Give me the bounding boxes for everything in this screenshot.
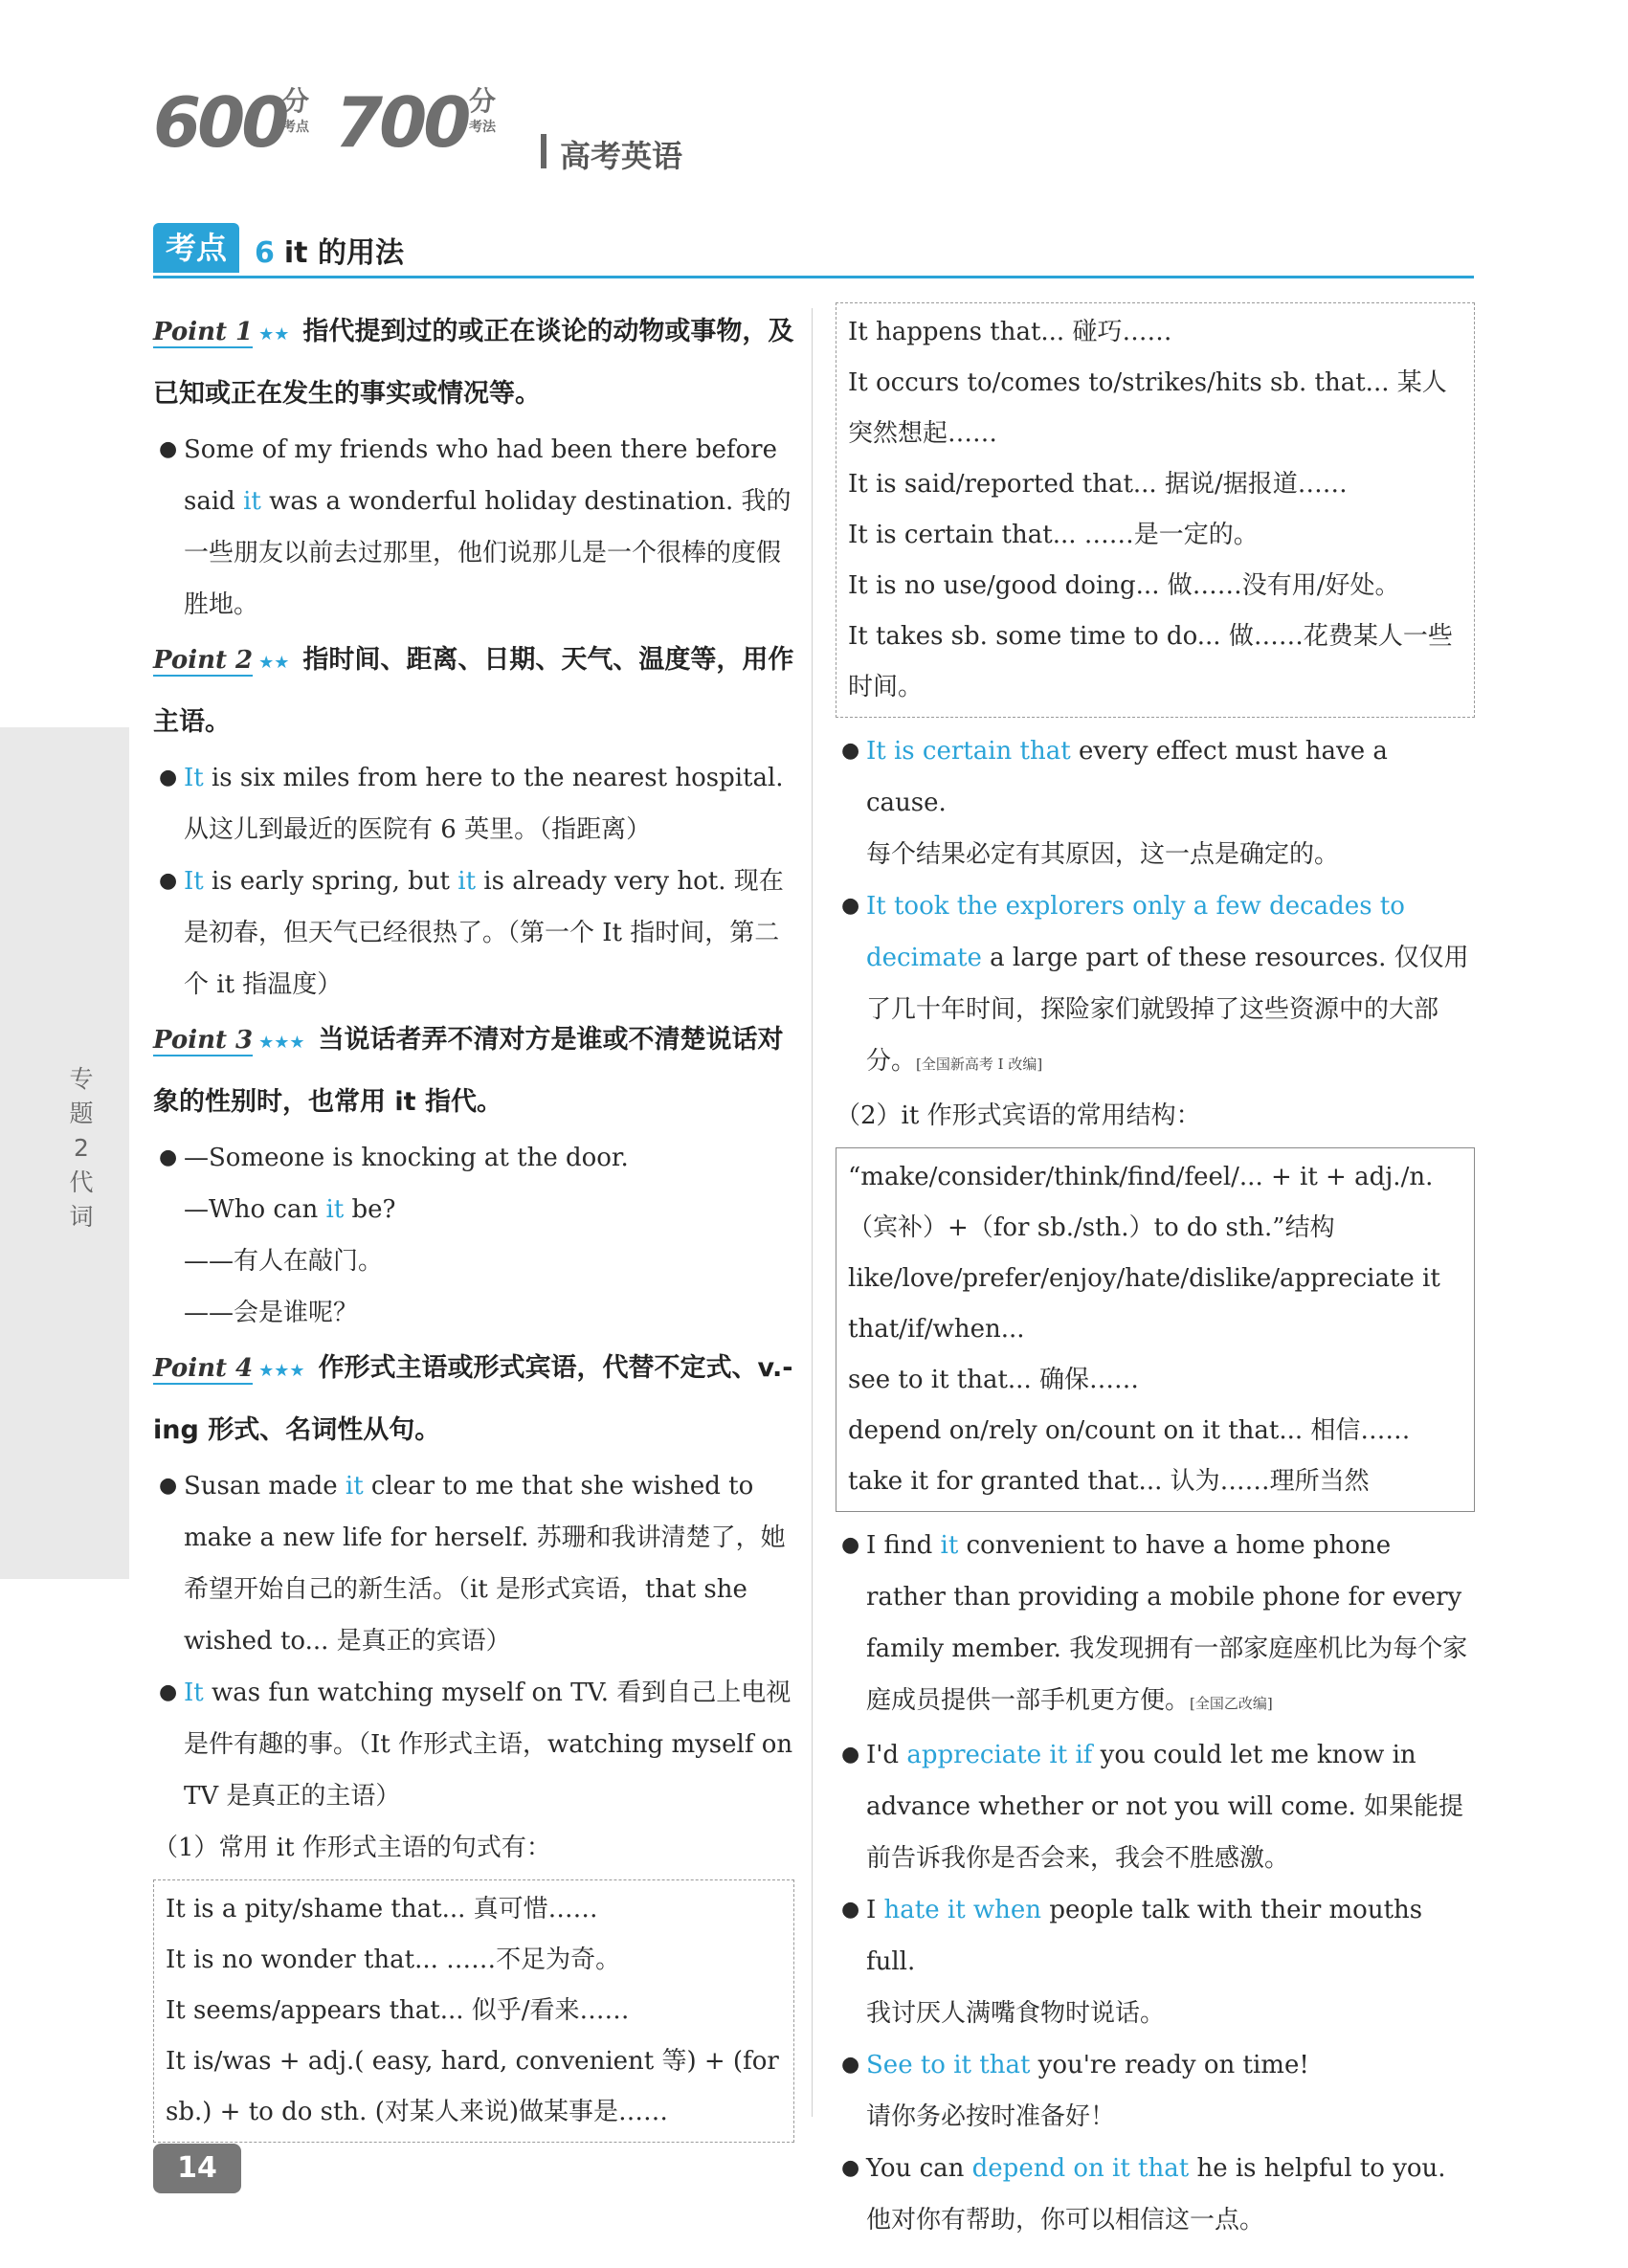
brand-kaofa: 考法 [469, 120, 496, 135]
example-7: ● It is certain that every effect must have a cause. 每个结果必定有其原因，这一点是确定的。 [836, 725, 1475, 880]
source-note: [全国乙改编] [1190, 1695, 1273, 1712]
point-1 [153, 302, 794, 424]
bullet-icon: ● [841, 2053, 860, 2077]
subheading-1: （1）常用 it 作形式主语的句式有： [153, 1834, 551, 1862]
example-1: ● Some of my friends who had been there before said it was a wonderful holiday destination. 我的一些朋友以前去过那里，他们说那儿是一个很棒的度假胜地。 [153, 424, 794, 631]
point-4-text: 作形式主语或形式宾语，代替不定式、v.-ing 形式、名词性从句。 [153, 1353, 793, 1445]
box-line: It is a pity/shame that... 真可惜…… [166, 1895, 598, 1923]
example-8: ● It took the explorers only a few decades to decimate a large part of these resources. 仅仅用了几十年时间，探险家们就毁掉了这些资源中的大部分。[全国新高考 I 改编] [836, 880, 1475, 1090]
box-line: It occurs to/comes to/strikes/hits sb. that... 某人突然想起…… [848, 368, 1447, 448]
bullet-icon: ● [159, 869, 178, 893]
point-2-badge: Point 2 [153, 646, 254, 675]
example-13: ● You can depend on it that he is helpful to you. 他对你有帮助，你可以相信这一点。 [836, 2143, 1475, 2246]
section-title [255, 229, 404, 271]
bullet-icon: ● [159, 437, 178, 461]
bullet-icon: ● [841, 1743, 860, 1767]
brand-kaodian: 考点 [282, 120, 309, 135]
bullet-icon: ● [159, 1474, 178, 1498]
example-6: ● It was fun watching myself on TV. 看到自己上电视是件有趣的事。（It 作形式主语，watching myself on TV 是真正的主语） [153, 1667, 794, 1822]
page-number: 14 [153, 2144, 241, 2193]
star-icon: ★★★ [258, 1361, 305, 1381]
star-icon: ★★ [258, 324, 290, 345]
point-3 [153, 1011, 794, 1132]
example-2: ● It is six miles from here to the nearest hospital. 从这儿到最近的医院有 6 英里。（指距离） [153, 752, 794, 856]
star-icon: ★★★ [258, 1033, 305, 1053]
formal-object-box [836, 1147, 1475, 1512]
section-title-text: it 的用法 [283, 236, 404, 270]
bullet-icon: ● [841, 739, 860, 763]
column-divider [812, 308, 813, 2117]
subheading-2: （2）it 作形式宾语的常用结构： [836, 1101, 1201, 1130]
side-tab [0, 727, 129, 1579]
box-line: like/love/prefer/enjoy/hate/dislike/appreciate it that/if/when... [848, 1264, 1440, 1344]
bullet-icon: ● [841, 894, 860, 918]
point-4 [153, 1339, 794, 1460]
box-line: depend on/rely on/count on it that... 相信…… [848, 1416, 1411, 1445]
side-tab-label: 专题2 代词 [69, 1065, 94, 1231]
section-header [153, 223, 1474, 282]
bullet-icon: ● [159, 1680, 178, 1704]
example-4: ● —Someone is knocking at the door. —Who can it be? ——有人在敲门。 ——会是谁呢？ [153, 1132, 794, 1339]
box-line: It happens that... 碰巧…… [848, 318, 1172, 346]
left-column [153, 302, 794, 2150]
example-10: ● I'd appreciate it if you could let me know in advance whether or not you will come. 如果能提前告诉我你是否会来，我会不胜感激。 [836, 1729, 1475, 1884]
right-column [836, 302, 1475, 2246]
point-2-text: 指时间、距离、日期、天气、温度等，用作主语。 [153, 645, 794, 737]
section-number: 6 [255, 236, 275, 270]
example-11: ● I hate it when people talk with their mouths full. 我讨厌人满嘴食物时说话。 [836, 1884, 1475, 2039]
box-line: see to it that... 确保…… [848, 1366, 1139, 1394]
source-note: [全国新高考 I 改编] [916, 1056, 1043, 1073]
box-line: It is certain that... ……是一定的。 [848, 521, 1259, 549]
section-badge: 考点 [153, 223, 239, 273]
box-line: It is no wonder that... ……不足为奇。 [166, 1946, 621, 1974]
box-line: It is no use/good doing... 做……没有用/好处。 [848, 571, 1400, 600]
box-line: It takes sb. some time to do... 做……花费某人一些时间。 [848, 622, 1453, 701]
bullet-icon: ● [159, 1145, 178, 1169]
box-line: It is said/reported that... 据说/据报道…… [848, 470, 1348, 499]
subject-title: 高考英语 [560, 138, 683, 174]
box-line: take it for granted that... 认为……理所当然 [848, 1467, 1370, 1496]
bullet-icon: ● [841, 2156, 860, 2180]
example-9: ● I find it convenient to have a home phone rather than providing a mobile phone for every family member. 我发现拥有一部家庭座机比为每个家庭成员提供一部手机更方便。[全国乙改编] [836, 1520, 1475, 1729]
star-icon: ★★ [258, 653, 290, 673]
bullet-icon: ● [841, 1898, 860, 1922]
example-5: ● Susan made it clear to me that she wished to make a new life for herself. 苏珊和我讲清楚了，她希望开始自己的新生活。（it 是形式宾语，that she wished to... 是真正的宾语） [153, 1460, 794, 1667]
formal-subject-box-cont [836, 302, 1475, 718]
example-12: ● See to it that you're ready on time! 请你务必按时准备好！ [836, 2039, 1475, 2143]
point-4-badge: Point 4 [153, 1354, 254, 1383]
brand-fen-2: 分 [469, 85, 497, 117]
point-2 [153, 631, 794, 752]
point-1-badge: Point 1 [153, 318, 254, 346]
brand-600: 600 [153, 82, 286, 163]
box-line: It seems/appears that... 似乎/看来…… [166, 1996, 630, 2025]
brand-700: 700 [335, 82, 468, 163]
section-underline [153, 276, 1474, 278]
formal-subject-box [153, 1879, 794, 2143]
bullet-icon: ● [159, 766, 178, 789]
box-line: It is/was + adj.( easy, hard, convenient 等) + (for sb.) + to do sth. (对某人来说)做某事是…… [166, 2047, 779, 2126]
point-1-text: 指代提到过的或正在谈论的动物或事物，及已知或正在发生的事实或情况等。 [153, 317, 794, 409]
example-3: ● It is early spring, but it is already very hot. 现在是初春，但天气已经很热了。（第一个 It 指时间，第二个 it 指温度） [153, 856, 794, 1011]
point-3-text: 当说话者弄不清对方是谁或不清楚说话对象的性别时，也常用 it 指代。 [153, 1025, 784, 1117]
box-line: “make/consider/think/find/feel/... + it + adj./n.（宾补）+（for sb./sth.）to do sth.”结构 [848, 1163, 1434, 1242]
bullet-icon: ● [841, 1533, 860, 1557]
brand-logo [153, 67, 689, 191]
brand-fen-1: 分 [282, 85, 310, 117]
point-3-badge: Point 3 [153, 1026, 254, 1055]
header-divider [541, 134, 546, 168]
